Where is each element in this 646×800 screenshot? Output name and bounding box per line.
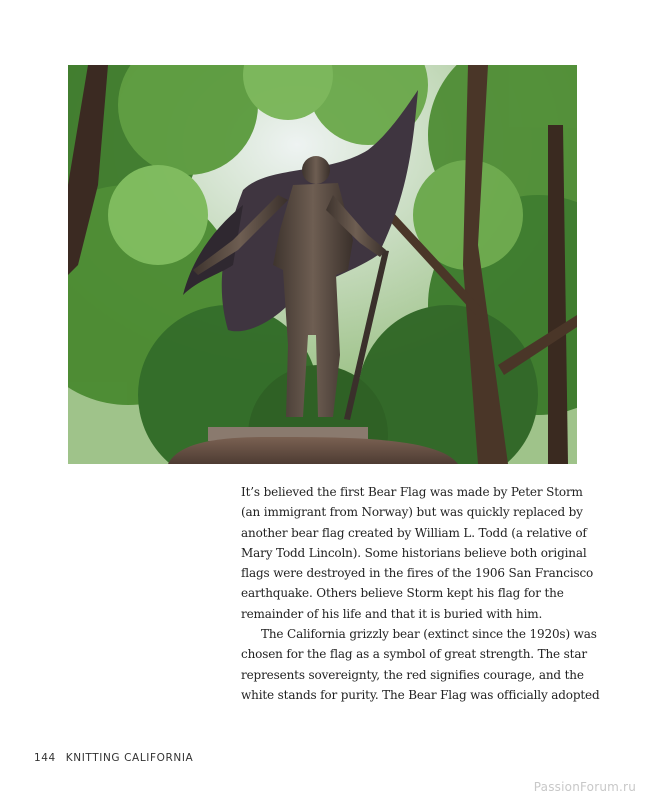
text-line: (an immigrant from Norway) but was quickly replaced by xyxy=(241,505,583,520)
body-text xyxy=(241,482,600,705)
text-line: remainder of his life and that it is buried with him. xyxy=(241,606,543,621)
text-line: The California grizzly bear (extinct since the 1920s) was xyxy=(261,627,597,642)
text-line: chosen for the flag as a symbol of great strength. The star xyxy=(241,647,587,662)
text-line: earthquake. Others believe Storm kept his flag for the xyxy=(241,586,564,601)
paragraph-2 xyxy=(241,624,600,705)
page-footer xyxy=(34,752,193,764)
text-line: Mary Todd Lincoln). Some historians believe both original xyxy=(241,545,587,560)
statue-photo-illustration xyxy=(68,65,577,464)
text-line: It’s believed the first Bear Flag was made by Peter Storm xyxy=(241,485,583,499)
paragraph-1 xyxy=(241,482,594,624)
text-line: flags were destroyed in the fires of the 1906 San Francisco xyxy=(241,566,594,581)
statue-photo xyxy=(68,65,577,464)
text-line: another bear flag created by William L. Todd (a relative of xyxy=(241,525,587,540)
text-line: white stands for purity. The Bear Flag was officially adopted xyxy=(241,687,600,702)
text-line: represents sovereignty, the red signifies courage, and the xyxy=(241,667,584,682)
watermark: PassionForum.ru xyxy=(533,780,636,794)
running-head: KNITTING CALIFORNIA xyxy=(65,752,194,764)
page-number: 144 xyxy=(34,752,56,764)
